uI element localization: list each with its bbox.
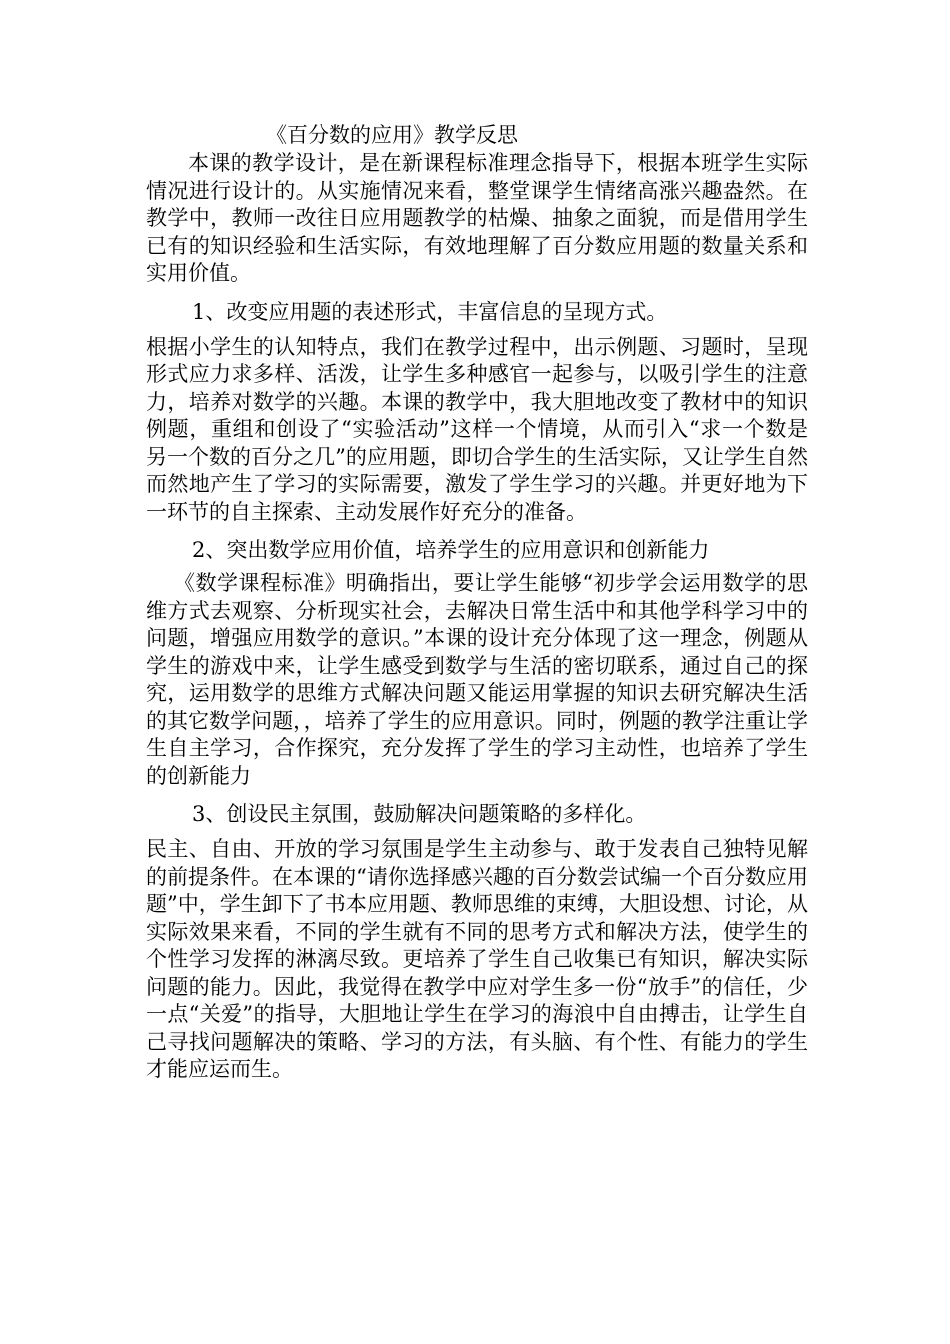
intro-paragraph: 本课的教学设计，是在新课程标准理念指导下，根据本班学生实际情况进行设计的。从实施情况来看，整堂课学生情绪高涨兴趣盎然。在教学中，教师一改往日应用题教学的枯燥、抽象之面貌，而是借用学生已有的知识经验和生活实际，有效地理解了百分数应用题的数量关系和实用价值。 [146, 151, 808, 285]
section-3-heading: 3、创设民主氛围，鼓励解决问题策略的多样化。 [192, 802, 647, 826]
section-1-heading: 1、改变应用题的表述形式，丰富信息的呈现方式。 [192, 299, 668, 324]
document-page [146, 120, 808, 1084]
section-1-body: 根据小学生的认知特点，我们在教学过程中，出示例题、习题时，呈现形式应力求多样、活泼，让学生多种感官一起参与，以吸引学生的注意力，培养对数学的兴趣。本课的教学中，我大胆地改变了教材中的知识例题，重组和创设了“实验活动”这样一个情境，从而引入“求一个数是另一个数的百分之几”的应用题，即切合学生的生活实际，又让学生自然而然地产生了学习的实际需要，激发了学生学习的兴趣。并更好地为下一环节的自主探索、主动发展作好充分的准备。 [146, 334, 808, 524]
section-3-body: 民主、自由、开放的学习氛围是学生主动参与、敢于发表自己独特见解的前提条件。在本课的“请你选择感兴趣的百分数尝试编一个百分数应用题”中，学生卸下了书本应用题、教师思维的束缚，大胆设想、讨论，从实际效果来看，不同的学生就有不同的思考方式和解决方法，使学生的个性学习发挥的淋漓尽致。更培养了学生自己收集已有知识，解决实际问题的能力。因此，我觉得在教学中应对学生多一份“放手”的信任，少一点“关爱”的指导，大胆地让学生在学习的海浪中自由搏击，让学生自己寻找问题解决的策略、学习的方法，有头脑、有个性、有能力的学生才能应运而生。 [146, 837, 808, 1081]
section-2-body: 《数学课程标准》明确指出，要让学生能够“初步学会运用数学的思维方式去观察、分析现实社会，去解决日常生活中和其他学科学习中的问题，增强应用数学的意识。”本课的设计充分体现了这一理念，例题从学生的游戏中来，让学生感受到数学与生活的密切联系，通过自己的探究，运用数学的思维方式解决问题又能运用掌握的知识去研究解决生活的其它数学问题，，培养了学生的应用意识。同时，例题的教学注重让学生自主学习，合作探究，充分发挥了学生的学习主动性，也培养了学生的创新能力 [146, 571, 808, 788]
document-title: 《百分数的应用》教学反思 [266, 123, 518, 147]
section-2-heading: 2、突出数学应用价值，培养学生的应用意识和创新能力 [192, 538, 710, 562]
